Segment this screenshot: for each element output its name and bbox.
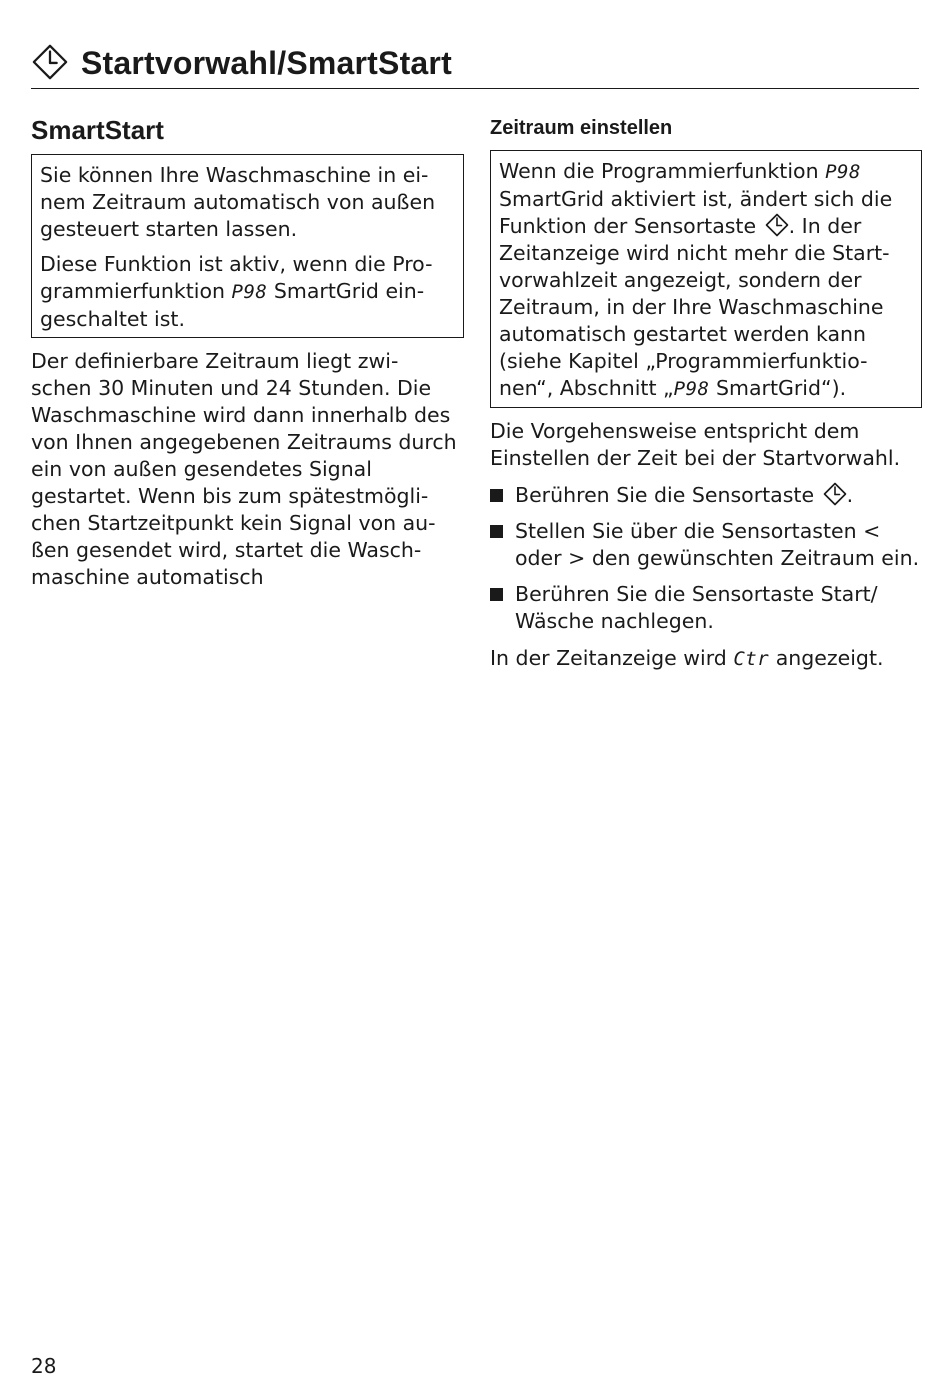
text-fragment: . — [707, 609, 714, 633]
instruction-step — [490, 518, 922, 572]
page-number: 28 — [31, 1354, 57, 1378]
text-fragment: Wenn die Programmierfunktion — [499, 159, 826, 183]
startvorwahl-clock-diamond-icon — [31, 43, 69, 81]
instruction-step — [490, 581, 922, 635]
sensor-left-arrow: < — [863, 519, 881, 543]
display-code-p98: P98 — [231, 281, 268, 303]
bullet-square-icon — [490, 525, 503, 538]
text-fragment: . In der Zeitanzeige wird nicht mehr die Start- vorwahlzeit angezeigt, sondern der Zeitraum, in der Ihre Waschmaschine automatisch gestartet werden kann (siehe Kapitel „Programmierfunktio- nen“, Abschnitt „ — [499, 214, 890, 400]
display-code-p98: P98 — [825, 161, 861, 183]
page-title: Startvorwahl/SmartStart — [81, 44, 452, 81]
display-code-p98: P98 — [673, 378, 710, 400]
left-column — [31, 112, 464, 591]
text-fragment: . — [846, 483, 854, 507]
text-fragment: oder — [515, 546, 569, 570]
text-fragment: SmartGrid ein- geschaltet ist. — [40, 279, 425, 331]
startvorwahl-sensor-icon — [823, 482, 847, 506]
sensor-right-arrow: > — [568, 546, 586, 570]
text-fragment: Berühren Sie die Sensortaste — [515, 582, 821, 606]
text-fragment: Diese Funktion ist aktiv, wenn die Pro- grammierfunktion — [40, 252, 433, 303]
info-box-paragraph: Sie können Ihre Waschmaschine in ei- nem Zeitraum automatisch von außen gesteuert starten lassen. — [40, 163, 436, 241]
right-column — [490, 112, 922, 673]
bullet-square-icon — [490, 588, 503, 601]
sensor-button-label: Start/ Wäsche nachlegen — [515, 582, 878, 633]
instruction-list — [490, 482, 922, 635]
bullet-square-icon — [490, 489, 503, 502]
instruction-step — [490, 482, 922, 509]
section-heading-smartstart: SmartStart — [31, 115, 164, 145]
text-fragment: Berühren Sie die Sensortaste — [515, 483, 821, 507]
text-fragment: den gewünschten Zeitraum ein. — [585, 546, 920, 570]
text-fragment: angezeigt. — [769, 646, 884, 670]
info-box-smartstart — [31, 154, 464, 338]
display-code-ctr: Ctr — [733, 648, 770, 670]
startvorwahl-sensor-icon — [765, 213, 789, 237]
text-fragment: In der Zeitanzeige wird — [490, 646, 734, 670]
body-paragraph: Der definierbare Zeitraum liegt zwi- schen 30 Minuten und 24 Stunden. Die Waschmaschine wird dann innerhalb des von Ihnen angegebenen Zeitraums durch ein von außen gesendetes Signal gestartet. Wenn bis zum spätestmögli- chen Startzeitpunkt kein Signal von au- ßen gesendet wird, startet die Wasch- maschine automatisch — [31, 349, 457, 589]
section-heading-zeitraum: Zeitraum einstellen — [490, 117, 673, 139]
text-fragment: Stellen Sie über die Sensortasten — [515, 519, 864, 543]
closing-paragraph — [490, 645, 922, 673]
info-box-paragraph — [499, 158, 913, 403]
info-box-paragraph — [40, 251, 455, 333]
text-fragment: SmartGrid“). — [709, 376, 847, 400]
intro-paragraph: Die Vorgehensweise entspricht dem Einstellen der Zeit bei der Startvorwahl. — [490, 419, 901, 470]
info-box-zeitraum — [490, 150, 922, 408]
text-fragment: SmartGrid aktiviert ist, ändert sich die Funktion der Sensortaste — [499, 187, 893, 238]
page-header — [31, 38, 919, 89]
